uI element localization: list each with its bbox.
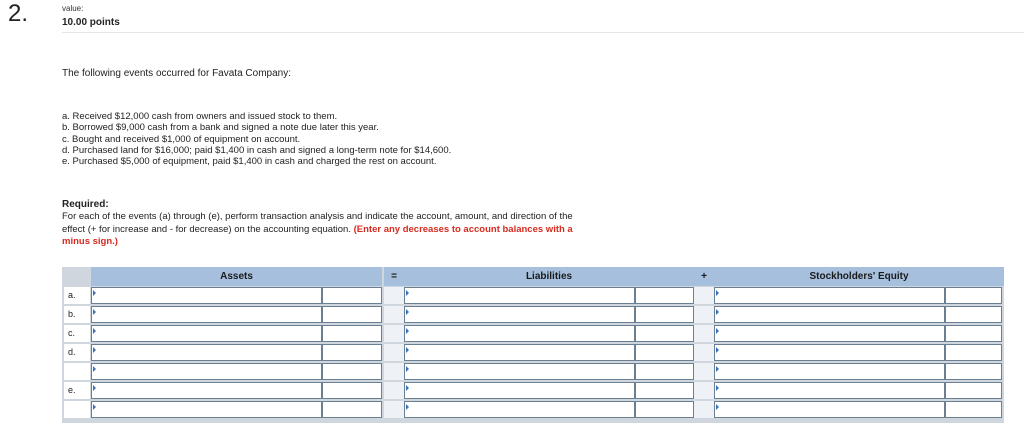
dropdown-arrow-icon[interactable] <box>406 309 409 315</box>
amount-input[interactable] <box>635 344 694 361</box>
row-label: c. <box>64 325 90 342</box>
account-select-input[interactable] <box>404 306 635 323</box>
dropdown-arrow-icon[interactable] <box>716 385 719 391</box>
question-number: 2. <box>8 0 29 27</box>
required-instruction: (Enter any decreases to account balances with a minus sign.) <box>62 223 573 247</box>
dropdown-arrow-icon[interactable] <box>716 309 719 315</box>
required-body: For each of the events (a) through (e), perform transaction analysis and indicate the account, amount, and direction of the effect (+ for increase and - for decrease) on the accounting equation. <box>62 211 573 235</box>
event-e: e. Purchased $5,000 of equipment, paid $1,400 in cash and charged the rest on account. <box>62 156 437 168</box>
account-select-input[interactable] <box>714 401 945 418</box>
account-select-input[interactable] <box>404 344 635 361</box>
amount-input[interactable] <box>322 287 382 304</box>
dropdown-arrow-icon[interactable] <box>93 385 96 391</box>
account-select-input[interactable] <box>91 363 322 380</box>
plus-sign: + <box>694 267 714 286</box>
amount-input[interactable] <box>322 363 382 380</box>
dropdown-arrow-icon[interactable] <box>406 290 409 296</box>
operator-cell <box>694 287 714 304</box>
account-select-input[interactable] <box>91 325 322 342</box>
account-select-input[interactable] <box>714 363 945 380</box>
account-select-input[interactable] <box>91 401 322 418</box>
account-select-input[interactable] <box>91 382 322 399</box>
row-label: a. <box>64 287 90 304</box>
amount-input[interactable] <box>945 325 1002 342</box>
account-select-input[interactable] <box>714 344 945 361</box>
event-b: b. Borrowed $9,000 cash from a bank and signed a note due later this year. <box>62 122 379 134</box>
operator-cell <box>384 382 404 399</box>
dropdown-arrow-icon[interactable] <box>93 366 96 372</box>
operator-cell <box>384 287 404 304</box>
operator-cell <box>694 401 714 418</box>
equals-sign: = <box>384 267 404 286</box>
amount-input[interactable] <box>322 325 382 342</box>
account-select-input[interactable] <box>404 287 635 304</box>
amount-input[interactable] <box>635 325 694 342</box>
row-label <box>64 401 90 418</box>
amount-input[interactable] <box>945 382 1002 399</box>
operator-cell <box>694 344 714 361</box>
dropdown-arrow-icon[interactable] <box>406 347 409 353</box>
amount-input[interactable] <box>945 363 1002 380</box>
header-divider <box>62 32 1024 33</box>
dropdown-arrow-icon[interactable] <box>406 328 409 334</box>
amount-input[interactable] <box>635 401 694 418</box>
dropdown-arrow-icon[interactable] <box>716 404 719 410</box>
accounting-equation-table <box>62 267 1004 423</box>
operator-cell <box>384 325 404 342</box>
dropdown-arrow-icon[interactable] <box>406 404 409 410</box>
amount-input[interactable] <box>635 363 694 380</box>
dropdown-arrow-icon[interactable] <box>406 385 409 391</box>
operator-cell <box>384 344 404 361</box>
account-select-input[interactable] <box>714 382 945 399</box>
amount-input[interactable] <box>945 287 1002 304</box>
required-title: Required: <box>62 199 109 210</box>
liabilities-header: Liabilities <box>404 267 694 286</box>
account-select-input[interactable] <box>404 363 635 380</box>
account-select-input[interactable] <box>404 382 635 399</box>
operator-cell <box>384 306 404 323</box>
account-select-input[interactable] <box>714 287 945 304</box>
amount-input[interactable] <box>322 344 382 361</box>
account-select-input[interactable] <box>91 344 322 361</box>
operator-cell <box>694 325 714 342</box>
dropdown-arrow-icon[interactable] <box>716 328 719 334</box>
required-text <box>62 211 592 249</box>
amount-input[interactable] <box>322 306 382 323</box>
amount-input[interactable] <box>635 306 694 323</box>
equity-header: Stockholders' Equity <box>714 267 1004 286</box>
account-select-input[interactable] <box>714 325 945 342</box>
account-select-input[interactable] <box>91 306 322 323</box>
intro-text: The following events occurred for Favata Company: <box>62 68 291 79</box>
dropdown-arrow-icon[interactable] <box>716 347 719 353</box>
dropdown-arrow-icon[interactable] <box>406 366 409 372</box>
operator-cell <box>694 306 714 323</box>
row-label: d. <box>64 344 90 361</box>
amount-input[interactable] <box>322 401 382 418</box>
dropdown-arrow-icon[interactable] <box>93 404 96 410</box>
operator-cell <box>384 363 404 380</box>
event-d: d. Purchased land for $16,000; paid $1,400 in cash and signed a long-term note for $14,600. <box>62 144 452 156</box>
dropdown-arrow-icon[interactable] <box>716 290 719 296</box>
event-c: c. Bought and received $1,000 of equipment on account. <box>62 133 301 145</box>
amount-input[interactable] <box>945 344 1002 361</box>
row-label: b. <box>64 306 90 323</box>
amount-input[interactable] <box>635 287 694 304</box>
operator-cell <box>694 382 714 399</box>
amount-input[interactable] <box>945 306 1002 323</box>
row-label <box>64 363 90 380</box>
account-select-input[interactable] <box>404 325 635 342</box>
amount-input[interactable] <box>945 401 1002 418</box>
assets-header: Assets <box>91 267 382 286</box>
points-value: 10.00 points <box>62 17 120 28</box>
amount-input[interactable] <box>322 382 382 399</box>
dropdown-arrow-icon[interactable] <box>93 290 96 296</box>
operator-cell <box>694 363 714 380</box>
dropdown-arrow-icon[interactable] <box>93 347 96 353</box>
account-select-input[interactable] <box>714 306 945 323</box>
row-label: e. <box>64 382 90 399</box>
account-select-input[interactable] <box>404 401 635 418</box>
dropdown-arrow-icon[interactable] <box>93 328 96 334</box>
operator-cell <box>384 401 404 418</box>
dropdown-arrow-icon[interactable] <box>716 366 719 372</box>
value-label: value: <box>62 4 84 13</box>
events-list <box>62 111 451 167</box>
account-select-input[interactable] <box>91 287 322 304</box>
dropdown-arrow-icon[interactable] <box>93 309 96 315</box>
amount-input[interactable] <box>635 382 694 399</box>
event-a: a. Received $12,000 cash from owners and issued stock to them. <box>62 111 338 122</box>
